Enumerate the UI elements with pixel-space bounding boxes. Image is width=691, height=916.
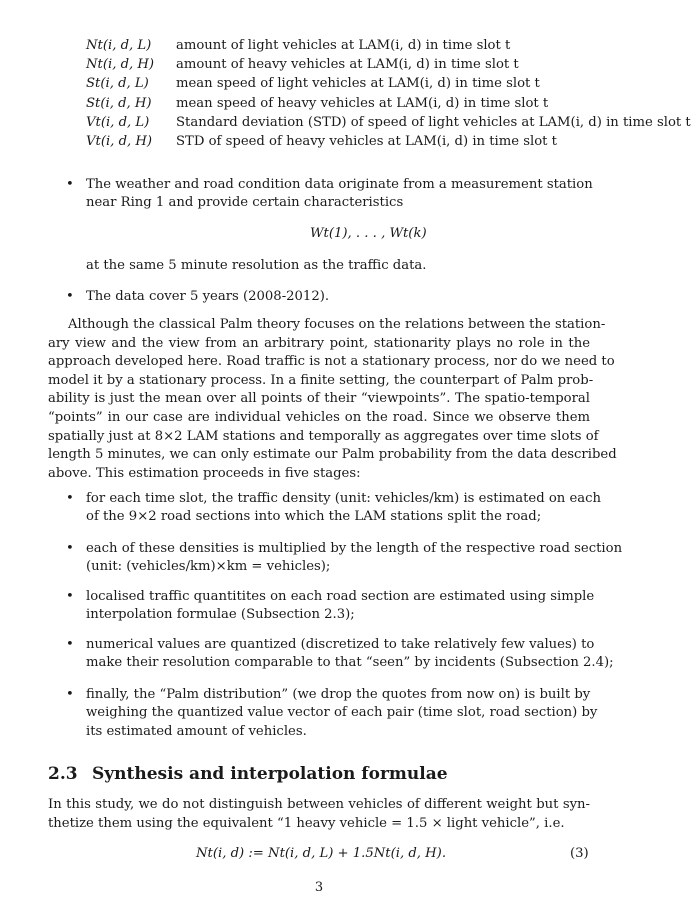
list-item-text: of the 9×2 road sections into which the LAM stations split the road; [86,509,542,525]
paragraph-line: ary view and the view from an arbitrary point, stationarity plays no role in the [48,335,590,351]
paragraph-line: approach developed here. Road traffic is not a stationary process, nor do we need to [48,354,615,370]
definition-symbol: St(i, d, H) [86,95,152,111]
bullet-icon: • [66,589,74,604]
paragraph-line: ability is just the mean over all points of their “viewpoints”. The spatio-temporal [48,391,590,407]
definition-description: STD of speed of heavy vehicles at LAM(i, d) in time slot t [176,133,557,149]
paragraph-line: In this study, we do not distinguish between vehicles of different weight but syn- [48,797,590,812]
bullet-icon: • [66,177,74,192]
display-formula: Wt(1), . . . , Wt(k) [310,226,427,241]
section-title: Synthesis and interpolation formulae [92,764,448,784]
list-item-text: near Ring 1 and provide certain characteristics [86,195,404,211]
definition-symbol: Vt(i, d, L) [86,114,150,130]
definition-description: mean speed of light vehicles at LAM(i, d) in time slot t [176,76,540,92]
list-item-text: make their resolution comparable to that “seen” by incidents (Subsection 2.4); [86,655,614,671]
list-item-text: (unit: (vehicles/km)×km = vehicles); [86,559,331,575]
list-item-text: localised traffic quantitites on each road section are estimated using simple [86,589,595,604]
paragraph [48,796,590,833]
equation-number: (3) [570,846,589,861]
paragraph [48,316,617,483]
paragraph-line: “points” in our case are individual vehicles on the road. Since we observe them [48,409,590,425]
definition-symbol: Nt(i, d, L) [86,38,152,53]
list-item-text: numerical values are quantized (discretized to take relatively few values) to [86,637,595,652]
bullet-icon: • [66,637,74,652]
list-item-text: The weather and road condition data originate from a measurement station [86,177,593,192]
list-item-text: each of these densities is multiplied by the length of the respective road section [86,541,623,556]
paragraph-line: model it by a stationary process. In a finite setting, the counterpart of Palm prob- [48,372,594,388]
list-item-text: its estimated amount of vehicles. [86,723,307,739]
list-item-text: weighing the quantized value vector of each pair (time slot, road section) by [86,705,598,721]
page-number: 3 [314,880,324,895]
definition-symbol: St(i, d, L) [86,76,149,92]
bullet-icon: • [66,541,74,556]
paragraph-line: Although the classical Palm theory focuses on the relations between the station- [68,317,606,332]
list-item-text: at the same 5 minute resolution as the traffic data. [86,258,427,273]
definition-symbol: Nt(i, d, H) [86,57,155,73]
list-item-text: finally, the “Palm distribution” (we drop the quotes from now on) is built by [86,687,591,702]
section-heading [48,764,448,784]
paragraph-line: spatially just at 8×2 LAM stations and temporally as aggregates over time slots of [48,428,599,444]
bullet-icon: • [66,491,74,506]
paragraph-line: thetize them using the equivalent “1 heavy vehicle = 1.5 × light vehicle”, i.e. [48,815,565,831]
paragraph-line: length 5 minutes, we can only estimate our Palm probability from the data described [48,447,617,463]
definition-description: mean speed of heavy vehicles at LAM(i, d) in time slot t [176,95,549,111]
paragraph-line: above. This estimation proceeds in five stages: [48,465,361,481]
list-item-text: The data cover 5 years (2008-2012). [86,289,330,304]
definition-symbol: Vt(i, d, H) [86,133,153,149]
definition-description: amount of light vehicles at LAM(i, d) in time slot t [176,38,511,53]
definition-description: amount of heavy vehicles at LAM(i, d) in time slot t [176,57,519,73]
list-item-text: for each time slot, the traffic density (unit: vehicles/km) is estimated on each [86,491,602,506]
bullet-icon: • [66,687,74,702]
definition-description: Standard deviation (STD) of speed of light vehicles at LAM(i, d) in time slot t [176,114,691,130]
equation: Nt(i, d) := Nt(i, d, L) + 1.5Nt(i, d, H). [196,846,447,861]
section-number: 2.3 [48,764,78,784]
list-item-text: interpolation formulae (Subsection 2.3); [86,607,355,623]
bullet-icon: • [66,289,74,304]
